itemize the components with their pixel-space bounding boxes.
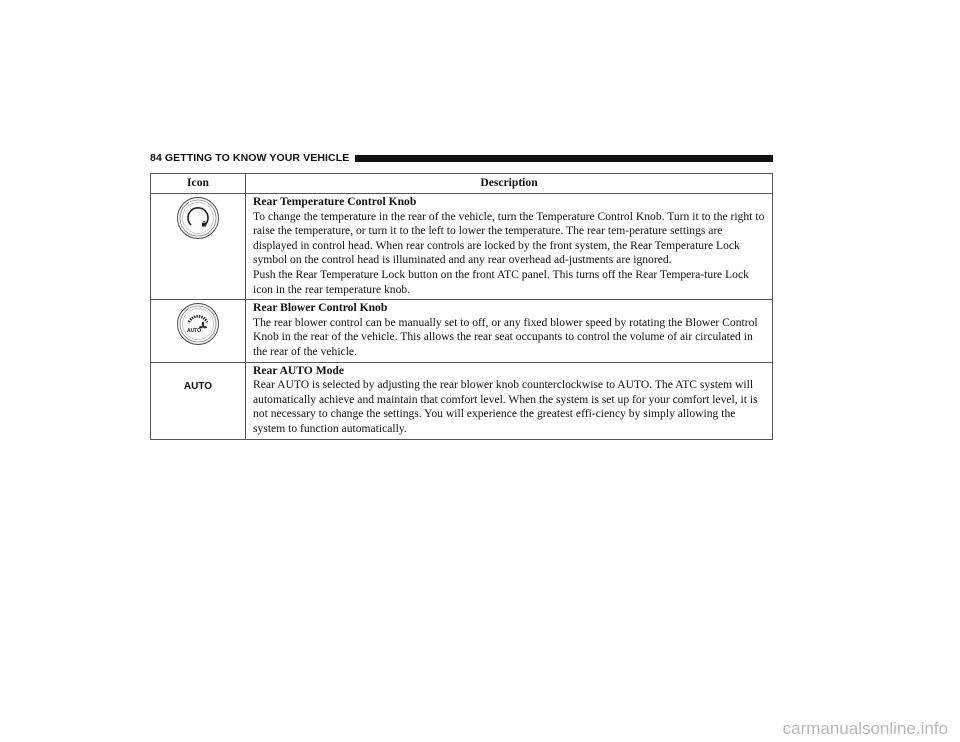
row-title: Rear Temperature Control Knob <box>253 195 417 208</box>
row-title: Rear Blower Control Knob <box>253 301 388 315</box>
watermark-text: carmanualsonline.info <box>782 719 948 738</box>
table-row <box>151 362 773 439</box>
knob-auto-label: AUTO <box>186 328 202 335</box>
header-rule <box>355 155 773 162</box>
description-cell <box>246 362 773 439</box>
table-row <box>151 194 773 300</box>
row-paragraph: Rear AUTO is selected by adjusting the rear blower knob counterclockwise to AUTO. The ATC system will automatically achieve and maintain that comfort level. When the system is set up for your comfort level, it is not necessary to change the settings. You will experience the greatest effi-ciency by simply allowing the system to function automatically. <box>253 378 758 435</box>
icon-cell <box>151 362 246 439</box>
description-cell <box>246 194 773 300</box>
row-paragraph: Push the Rear Temperature Lock button on the front ATC panel. This turns off the Rear Tempera-ture Lock icon in the rear temperature knob. <box>253 267 749 296</box>
page-label: 84 GETTING TO KNOW YOUR VEHICLE <box>150 152 350 164</box>
row-title: Rear AUTO Mode <box>253 363 345 377</box>
description-cell <box>246 300 773 362</box>
row-paragraph: To change the temperature in the rear of the vehicle, turn the Temperature Control Knob. Turn it to the right to raise the temperature, or turn it to the left to lower the temperature. The rear tem-perature settings are displayed in control head. When rear controls are locked by the front system, the Rear Temperature Lock symbol on the control head is illuminated and any rear overhead ad-justments are ignored. <box>253 209 765 267</box>
auto-text-icon: AUTO <box>183 380 213 392</box>
controls-table <box>150 173 773 440</box>
rear-temperature-knob-icon <box>176 196 220 240</box>
icon-cell <box>151 300 246 362</box>
icon-cell <box>151 194 246 300</box>
page-header <box>150 150 773 166</box>
rear-blower-knob-icon <box>176 302 220 346</box>
table-row <box>151 300 773 362</box>
row-paragraph: The rear blower control can be manually set to off, or any fixed blower speed by rotating the Blower Control Knob in the rear of the vehicle. This allows the rear seat occupants to control the volume of air circulated in the rear of the vehicle. <box>253 315 758 358</box>
column-header-icon: Icon <box>151 174 246 194</box>
column-header-description: Description <box>246 174 773 194</box>
table-header-row <box>151 174 773 194</box>
